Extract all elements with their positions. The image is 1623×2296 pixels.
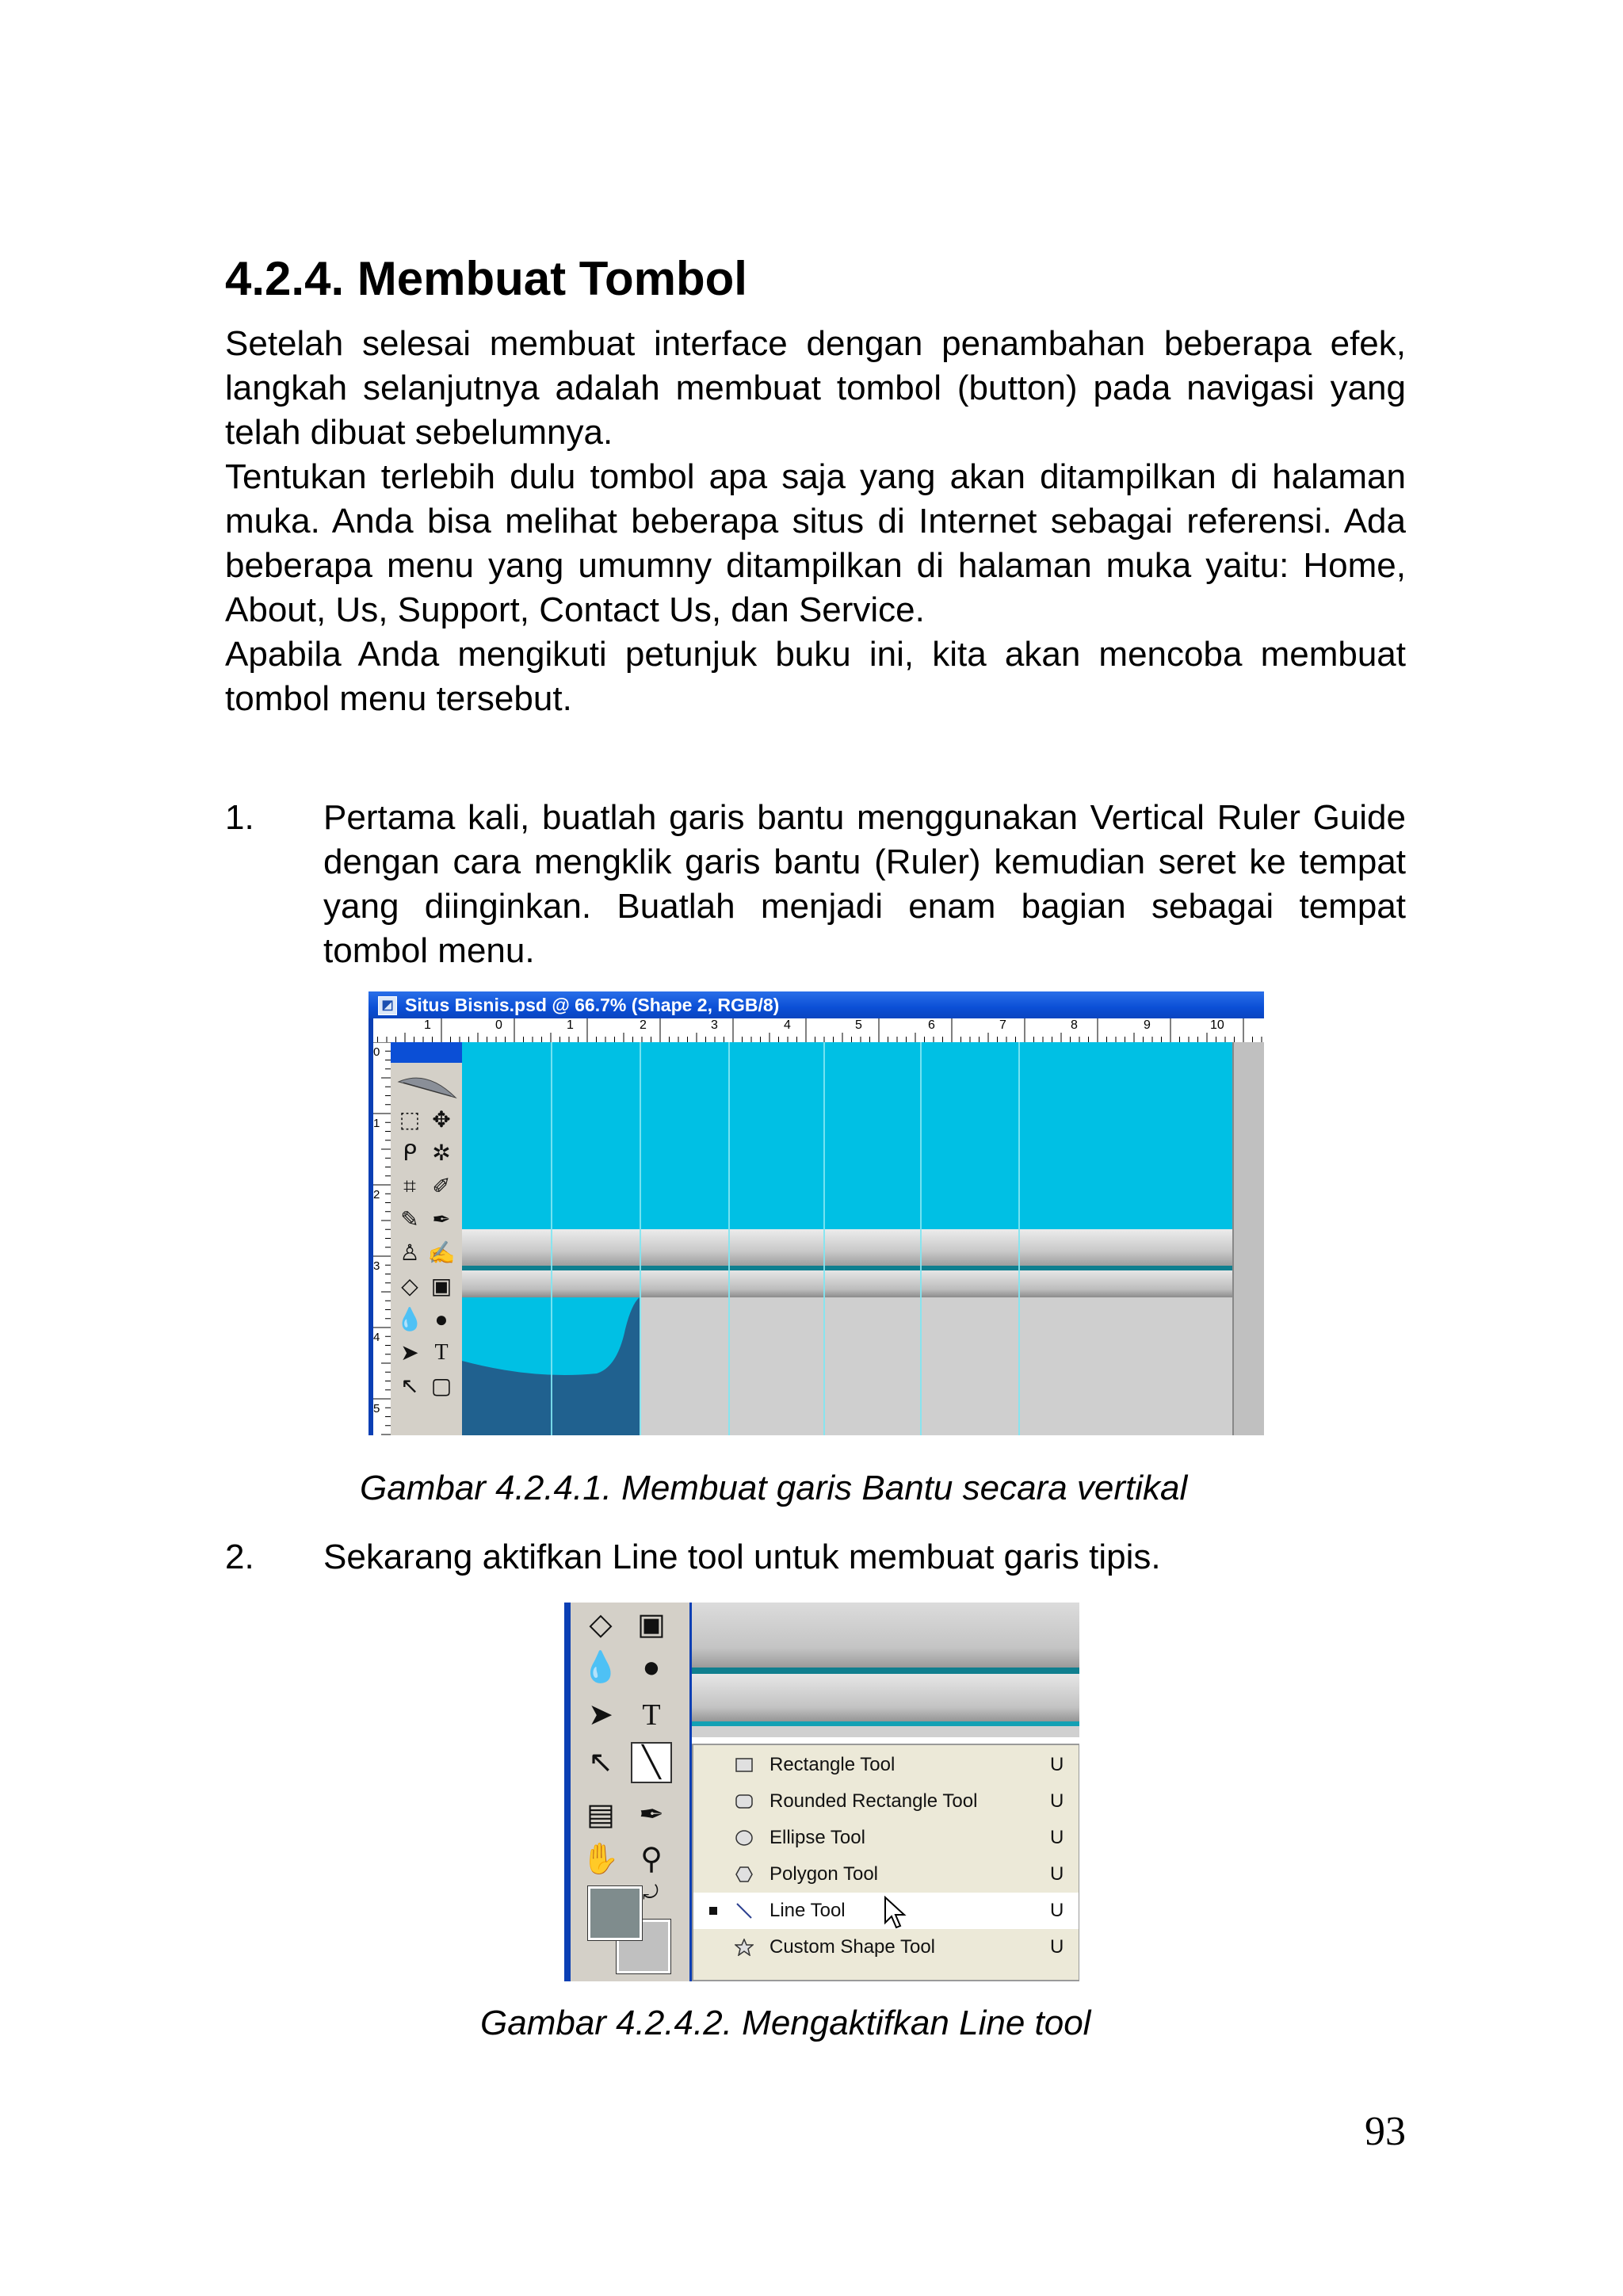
page-number: 93 (1365, 2109, 1406, 2154)
blur-tool-icon[interactable]: 💧 (395, 1307, 424, 1331)
window-frame-edge (564, 1603, 571, 1981)
gradient-tool-icon[interactable]: ▣ (637, 1608, 666, 1641)
ellipse-icon (735, 1829, 754, 1847)
figure-vertical-guides (369, 991, 1264, 1435)
slice-tool-icon[interactable]: ✐ (432, 1174, 451, 1198)
lasso-tool-icon[interactable]: ᑭ (403, 1140, 417, 1165)
menu-item-shortcut: U (1050, 1936, 1064, 1958)
step-2-text: Sekarang aktifkan Line tool untuk membuat garis tipis. (323, 1538, 1161, 1576)
menu-item-label: Line Tool (769, 1900, 846, 1921)
menu-item-label: Rounded Rectangle Tool (769, 1790, 978, 1812)
document-icon: ◩ (378, 996, 397, 1015)
crop-tool-icon[interactable]: ⌗ (403, 1174, 416, 1198)
toolbox-panel (571, 1603, 692, 1981)
menu-item-label: Polygon Tool (769, 1863, 878, 1885)
navigation-divider (692, 1721, 1079, 1726)
dodge-tool-icon[interactable]: ● (642, 1651, 661, 1684)
hand-tool-icon[interactable]: ✋ (582, 1843, 620, 1876)
feather-logo-icon (395, 1066, 457, 1106)
dodge-tool-icon[interactable]: ● (434, 1307, 449, 1331)
menu-item-rectangle-tool[interactable] (693, 1747, 1079, 1783)
shape-tool-flyout-menu (692, 1744, 1079, 1981)
navigation-bar (692, 1603, 1079, 1668)
menu-item-label: Ellipse Tool (769, 1827, 865, 1848)
healing-brush-icon[interactable]: ✎ (400, 1207, 419, 1232)
path-selection-icon[interactable]: ➤ (400, 1340, 419, 1365)
document-title-bar[interactable] (369, 991, 1264, 1018)
custom-shape-icon (735, 1939, 754, 1956)
line-tool-icon[interactable]: ╲ (631, 1742, 672, 1783)
type-tool-icon[interactable]: T (642, 1698, 661, 1732)
mouse-cursor-icon (884, 1896, 907, 1931)
vertical-guide-line[interactable] (1018, 1042, 1020, 1435)
selected-marker-icon (709, 1907, 717, 1915)
ruler-h-label: 10 (1210, 1018, 1224, 1032)
menu-item-shortcut: U (1050, 1827, 1064, 1848)
header-area (462, 1042, 1232, 1229)
horizontal-ruler[interactable] (369, 1018, 1264, 1043)
figure-line-tool-menu (564, 1603, 1079, 1981)
canvas-edge (1232, 1042, 1264, 1435)
sub-navigation-bar (462, 1270, 1232, 1297)
menu-item-shortcut: U (1050, 1790, 1064, 1812)
gradient-tool-icon[interactable]: ▣ (430, 1274, 453, 1298)
menu-item-label: Custom Shape Tool (769, 1936, 936, 1958)
ruler-h-label: 1 (424, 1018, 431, 1032)
history-brush-icon[interactable]: ✍ (427, 1240, 456, 1265)
move-tool-icon[interactable]: ✥ (432, 1107, 451, 1132)
document-canvas[interactable] (462, 1042, 1264, 1435)
swap-colors-icon[interactable]: ⤾ (643, 1882, 659, 1904)
vertical-guide-line[interactable] (728, 1042, 730, 1435)
step-1-text: Pertama kali, buatlah garis bantu menggunakan Vertical Ruler Guide dengan cara mengklik garis bantu (Ruler) kemudian seret ke tempat yang diinginkan. Buatlah menjadi enam bagian sebagai tempat tombol menu. (323, 798, 1406, 970)
ruler-h-label: 3 (711, 1018, 718, 1032)
sub-navigation-bar (692, 1674, 1079, 1721)
ruler-h-label: 2 (640, 1018, 647, 1032)
menu-item-shortcut: U (1050, 1754, 1064, 1775)
blur-tool-icon[interactable]: 💧 (582, 1651, 620, 1684)
type-tool-icon[interactable]: T (434, 1340, 449, 1365)
shape-tool-icon[interactable]: ▢ (430, 1373, 453, 1398)
ruler-v-label: 1 (373, 1117, 380, 1130)
menu-item-line-tool[interactable] (693, 1893, 1079, 1929)
ruler-v-label: 4 (373, 1331, 380, 1344)
intro-text (225, 322, 1406, 721)
marquee-tool-icon[interactable]: ⬚ (399, 1107, 421, 1132)
figure-1-caption: Gambar 4.2.4.1. Membuat garis Bantu secara vertikal (360, 1469, 1188, 1507)
polygon-icon (735, 1866, 754, 1883)
figure-2-caption: Gambar 4.2.4.2. Mengaktifkan Line tool (480, 2004, 1091, 2042)
magic-wand-icon[interactable]: ✲ (432, 1140, 451, 1165)
intro-paragraph-1: Setelah selesai membuat interface dengan penambahan beberapa efek, langkah selanjutnya adalah membuat tombol (button) pada navigasi yang telah dibuat sebelumnya. (225, 324, 1406, 452)
step-1-number: 1. (225, 798, 254, 837)
section-heading: 4.2.4. Membuat Tombol (225, 252, 747, 305)
ruler-h-label: 1 (567, 1018, 574, 1032)
canvas-preview (692, 1603, 1079, 1737)
toolbox-header[interactable] (391, 1042, 462, 1063)
menu-item-custom-shape-tool[interactable] (693, 1929, 1079, 1966)
menu-item-rounded-rectangle-tool[interactable] (693, 1783, 1079, 1820)
rounded-rectangle-icon (735, 1793, 754, 1810)
window-frame-edge (369, 1018, 373, 1435)
eraser-tool-icon[interactable]: ◇ (401, 1274, 418, 1298)
ruler-h-label: 5 (855, 1018, 862, 1032)
eraser-tool-icon[interactable]: ◇ (589, 1608, 613, 1641)
brush-tool-icon[interactable]: ✒ (432, 1207, 451, 1232)
vertical-guide-line[interactable] (640, 1042, 641, 1435)
line-icon (735, 1902, 754, 1920)
ruler-h-label: 4 (784, 1018, 791, 1032)
vertical-guide-line[interactable] (551, 1042, 552, 1435)
navigation-divider (692, 1668, 1079, 1674)
pen-tool-icon[interactable]: ↖ (588, 1746, 613, 1779)
rectangle-icon (735, 1756, 754, 1774)
intro-paragraph-2: Tentukan terlebih dulu tombol apa saja yang akan ditampilkan di halaman muka. Anda bisa melihat beberapa situs di Internet sebagai referensi. Ada beberapa menu yang umumny ditampilkan di halaman muka yaitu: Home, About, Us, Support, Contact Us, dan Service. (225, 457, 1406, 629)
ruler-v-label: 2 (373, 1188, 380, 1201)
ruler-v-label: 5 (373, 1402, 380, 1415)
vertical-guide-line[interactable] (920, 1042, 922, 1435)
step-2-number: 2. (225, 1538, 254, 1576)
intro-paragraph-3: Apabila Anda mengikuti petunjuk buku ini, kita akan mencoba membuat tombol menu tersebut. (225, 635, 1406, 718)
menu-item-shortcut: U (1050, 1863, 1064, 1885)
ruler-h-label: 8 (1071, 1018, 1078, 1032)
menu-item-ellipse-tool[interactable] (693, 1820, 1079, 1856)
notes-tool-icon[interactable]: ▤ (586, 1798, 615, 1832)
path-selection-icon[interactable]: ➤ (588, 1698, 613, 1732)
pen-tool-icon[interactable]: ↖ (400, 1373, 419, 1398)
foreground-color-swatch[interactable] (588, 1886, 642, 1940)
navigation-bar (462, 1229, 1232, 1266)
menu-item-polygon-tool[interactable] (693, 1856, 1079, 1893)
stamp-tool-icon[interactable]: ♙ (399, 1240, 420, 1265)
ruler-h-label: 7 (999, 1018, 1006, 1032)
document-title: Situs Bisnis.psd @ 66.7% (Shape 2, RGB/8) (405, 995, 780, 1015)
vertical-guide-line[interactable] (823, 1042, 825, 1435)
menu-item-shortcut: U (1050, 1900, 1064, 1921)
ruler-v-label: 0 (373, 1045, 380, 1059)
ruler-h-label: 9 (1144, 1018, 1151, 1032)
eyedropper-tool-icon[interactable]: ✒ (639, 1798, 664, 1832)
zoom-tool-icon[interactable]: ⚲ (640, 1843, 663, 1876)
ruler-h-label: 0 (495, 1018, 502, 1032)
ruler-v-label: 3 (373, 1259, 380, 1273)
ruler-h-label: 6 (928, 1018, 935, 1032)
menu-item-label: Rectangle Tool (769, 1754, 896, 1775)
toolbox-panel (391, 1042, 464, 1435)
